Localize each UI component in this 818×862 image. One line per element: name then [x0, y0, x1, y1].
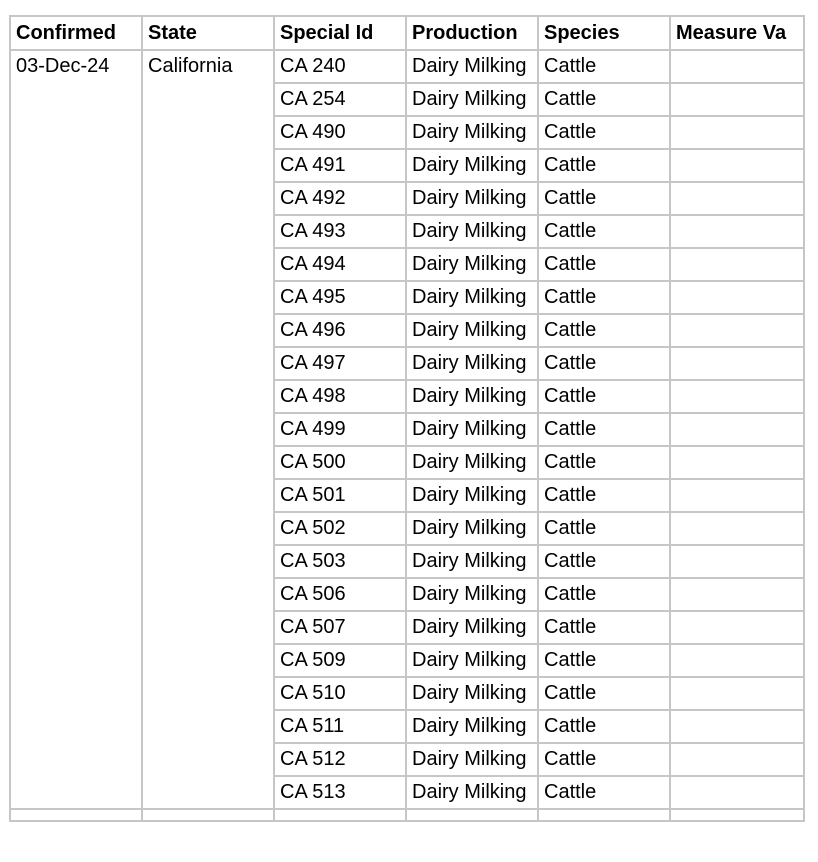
cell-species: Cattle	[538, 380, 670, 413]
cell-species: Cattle	[538, 512, 670, 545]
cell-species: Cattle	[538, 545, 670, 578]
cell-empty	[538, 809, 670, 821]
cell-production: Dairy Milking	[406, 347, 538, 380]
cell-species: Cattle	[538, 347, 670, 380]
cell-production: Dairy Milking	[406, 611, 538, 644]
cell-measure-value	[670, 149, 804, 182]
header-row	[10, 16, 804, 50]
cell-production: Dairy Milking	[406, 578, 538, 611]
cell-empty	[142, 809, 274, 821]
cell-species: Cattle	[538, 743, 670, 776]
cell-measure-value	[670, 479, 804, 512]
cell-species: Cattle	[538, 710, 670, 743]
cell-measure-value	[670, 116, 804, 149]
cell-measure-value	[670, 512, 804, 545]
cell-production: Dairy Milking	[406, 215, 538, 248]
table-body	[10, 50, 804, 821]
column-header-special-id: Special Id	[274, 16, 406, 50]
cell-measure-value	[670, 545, 804, 578]
cell-measure-value	[670, 611, 804, 644]
cell-measure-value	[670, 248, 804, 281]
cell-special-id: CA 496	[274, 314, 406, 347]
cell-production: Dairy Milking	[406, 512, 538, 545]
cell-special-id: CA 492	[274, 182, 406, 215]
cell-species: Cattle	[538, 413, 670, 446]
cell-production: Dairy Milking	[406, 710, 538, 743]
cell-measure-value	[670, 446, 804, 479]
cell-measure-value	[670, 347, 804, 380]
cell-species: Cattle	[538, 677, 670, 710]
cell-empty	[670, 809, 804, 821]
cell-special-id: CA 512	[274, 743, 406, 776]
cell-production: Dairy Milking	[406, 644, 538, 677]
cell-confirmed	[10, 50, 142, 809]
cell-measure-value	[670, 578, 804, 611]
cell-measure-value	[670, 83, 804, 116]
cell-production: Dairy Milking	[406, 545, 538, 578]
cell-special-id: CA 495	[274, 281, 406, 314]
cell-measure-value	[670, 380, 804, 413]
cell-special-id: CA 513	[274, 776, 406, 809]
confirmed-date-text: 03-Dec-24	[16, 55, 110, 77]
cell-production: Dairy Milking	[406, 446, 538, 479]
cell-species: Cattle	[538, 314, 670, 347]
column-header-confirmed: Confirmed	[10, 16, 142, 50]
cell-special-id: CA 491	[274, 149, 406, 182]
cell-special-id: CA 507	[274, 611, 406, 644]
cell-production: Dairy Milking	[406, 116, 538, 149]
cell-production: Dairy Milking	[406, 281, 538, 314]
cell-species: Cattle	[538, 644, 670, 677]
cell-empty	[406, 809, 538, 821]
state-text: California	[148, 55, 233, 77]
cell-species: Cattle	[538, 281, 670, 314]
cell-special-id: CA 490	[274, 116, 406, 149]
data-table	[9, 15, 805, 822]
cell-measure-value	[670, 215, 804, 248]
cell-production: Dairy Milking	[406, 380, 538, 413]
cell-production: Dairy Milking	[406, 50, 538, 83]
cell-special-id: CA 510	[274, 677, 406, 710]
cell-special-id: CA 502	[274, 512, 406, 545]
cell-empty	[274, 809, 406, 821]
cell-production: Dairy Milking	[406, 314, 538, 347]
cell-species: Cattle	[538, 182, 670, 215]
cell-production: Dairy Milking	[406, 776, 538, 809]
cell-state	[142, 50, 274, 809]
cell-production: Dairy Milking	[406, 248, 538, 281]
cell-species: Cattle	[538, 611, 670, 644]
cell-species: Cattle	[538, 83, 670, 116]
cell-special-id: CA 493	[274, 215, 406, 248]
cell-production: Dairy Milking	[406, 413, 538, 446]
table-row	[10, 50, 804, 83]
cell-species: Cattle	[538, 578, 670, 611]
cell-production: Dairy Milking	[406, 182, 538, 215]
cell-species: Cattle	[538, 776, 670, 809]
column-header-production: Production	[406, 16, 538, 50]
cell-species: Cattle	[538, 479, 670, 512]
cell-measure-value	[670, 776, 804, 809]
cell-species: Cattle	[538, 116, 670, 149]
cell-special-id: CA 499	[274, 413, 406, 446]
cell-special-id: CA 511	[274, 710, 406, 743]
cell-special-id: CA 497	[274, 347, 406, 380]
table-row-partial	[10, 809, 804, 821]
cell-measure-value	[670, 743, 804, 776]
cell-measure-value	[670, 50, 804, 83]
cell-species: Cattle	[538, 215, 670, 248]
data-table-container	[9, 15, 818, 862]
cell-measure-value	[670, 413, 804, 446]
cell-measure-value	[670, 677, 804, 710]
cell-species: Cattle	[538, 50, 670, 83]
column-header-measure-value: Measure Va	[670, 16, 804, 50]
cell-measure-value	[670, 644, 804, 677]
cell-production: Dairy Milking	[406, 677, 538, 710]
cell-special-id: CA 509	[274, 644, 406, 677]
cell-production: Dairy Milking	[406, 83, 538, 116]
cell-special-id: CA 506	[274, 578, 406, 611]
cell-measure-value	[670, 182, 804, 215]
cell-production: Dairy Milking	[406, 149, 538, 182]
cell-production: Dairy Milking	[406, 743, 538, 776]
column-header-state: State	[142, 16, 274, 50]
cell-species: Cattle	[538, 248, 670, 281]
cell-production: Dairy Milking	[406, 479, 538, 512]
cell-special-id: CA 494	[274, 248, 406, 281]
column-header-species: Species	[538, 16, 670, 50]
cell-special-id: CA 501	[274, 479, 406, 512]
cell-special-id: CA 254	[274, 83, 406, 116]
cell-measure-value	[670, 710, 804, 743]
cell-measure-value	[670, 281, 804, 314]
cell-empty	[10, 809, 142, 821]
cell-special-id: CA 498	[274, 380, 406, 413]
cell-special-id: CA 500	[274, 446, 406, 479]
cell-species: Cattle	[538, 149, 670, 182]
cell-special-id: CA 240	[274, 50, 406, 83]
cell-species: Cattle	[538, 446, 670, 479]
cell-special-id: CA 503	[274, 545, 406, 578]
cell-measure-value	[670, 314, 804, 347]
